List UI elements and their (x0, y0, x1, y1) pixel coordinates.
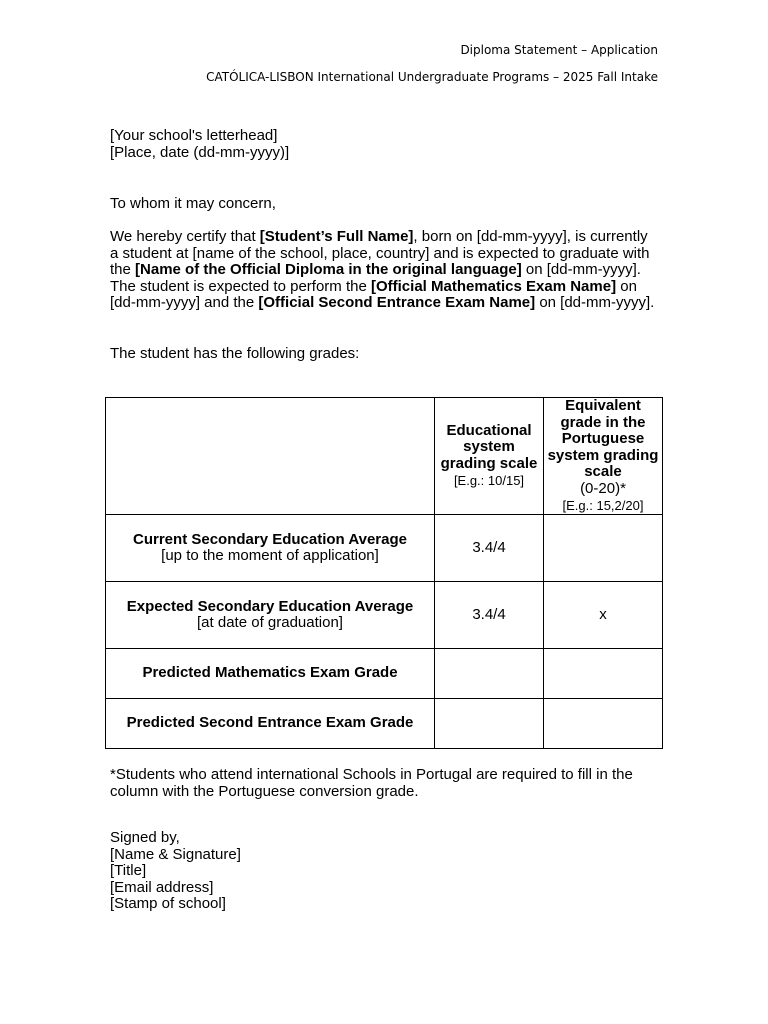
portuguese-grade-value[interactable] (544, 515, 663, 582)
title-placeholder: [Title] (110, 862, 147, 880)
row-label-cell (106, 649, 435, 699)
portuguese-grade-value[interactable]: x (544, 582, 663, 649)
grades-intro: The student has the following grades: (110, 345, 360, 362)
stamp-placeholder: [Stamp of school] (110, 895, 226, 913)
portuguese-grade-example: [E.g.: 15,2/20] (562, 497, 644, 513)
table-row (106, 515, 663, 582)
diploma-name-placeholder: [Name of the Official Diploma in the original language] (135, 261, 522, 279)
school-letterhead-placeholder: [Your school's letterhead] (110, 127, 278, 144)
row-label: Expected Secondary Education Average (126, 597, 414, 615)
portuguese-grade-range: (0-20)* (580, 479, 626, 497)
row-label: Current Secondary Education Average (133, 530, 407, 548)
grades-table (105, 397, 663, 749)
row-label: Predicted Second Entrance Exam Grade (126, 714, 414, 732)
place-date-placeholder: [Place, date (dd-mm-yyyy)] (110, 143, 290, 161)
signed-by: Signed by, (110, 829, 180, 846)
table-row (106, 699, 663, 749)
cert-text-5: on [dd-mm-yyyy]. (535, 294, 655, 312)
header-empty-cell (106, 398, 435, 515)
grading-scale-example: [E.g.: 10/15] (453, 472, 525, 488)
footnote: *Students who attend international Schools in Portugal are required to fill in the column with the Portuguese conversion grade. (110, 766, 633, 800)
row-label-cell (106, 699, 435, 749)
table-header-row (106, 398, 663, 515)
grading-scale-value[interactable] (435, 649, 544, 699)
certification-paragraph (110, 229, 658, 312)
grading-scale-title: Educational system grading scale (440, 421, 538, 473)
header-grading-scale (435, 398, 544, 515)
signature-block (110, 830, 658, 913)
row-label: Predicted Mathematics Exam Grade (142, 664, 398, 682)
cert-text-4: on [dd-mm-yyyy] and the (110, 277, 637, 312)
cert-text-2: , born on [dd-mm-yyyy], is currently a student at [name of the school, place, country] and is expected to graduate with the (110, 228, 650, 279)
name-signature-placeholder: [Name & Signature] (110, 845, 241, 863)
header-document-title: Diploma Statement – Application (460, 43, 658, 57)
grading-scale-value[interactable]: 3.4/4 (435, 515, 544, 582)
second-exam-placeholder: [Official Second Entrance Exam Name] (258, 294, 536, 312)
portuguese-grade-value[interactable] (544, 699, 663, 749)
table-row (106, 649, 663, 699)
portuguese-grade-value[interactable] (544, 649, 663, 699)
cert-text-3: on [dd-mm-yyyy]. The student is expected to perform the (110, 261, 641, 295)
portuguese-grade-title: Equivalent grade in the Portuguese system grading scale (547, 397, 659, 481)
row-label-cell (106, 515, 435, 582)
row-sublabel: [up to the moment of application] (161, 547, 379, 565)
row-label-cell (106, 582, 435, 649)
math-exam-placeholder: [Official Mathematics Exam Name] (370, 277, 617, 295)
header-portuguese-grade (544, 398, 663, 515)
student-name-placeholder: [Student’s Full Name] (259, 228, 414, 245)
table-row (106, 582, 663, 649)
grading-scale-value[interactable] (435, 699, 544, 749)
greeting: To whom it may concern, (110, 195, 276, 212)
letterhead-block (110, 128, 658, 161)
grading-scale-value[interactable]: 3.4/4 (435, 582, 544, 649)
cert-text-1: We hereby certify that (110, 228, 260, 245)
header-program-intake: CATÓLICA-LISBON International Undergraduate Programs – 2025 Fall Intake (206, 70, 658, 84)
row-sublabel: [at date of graduation] (197, 614, 343, 632)
email-placeholder: [Email address] (110, 878, 214, 896)
